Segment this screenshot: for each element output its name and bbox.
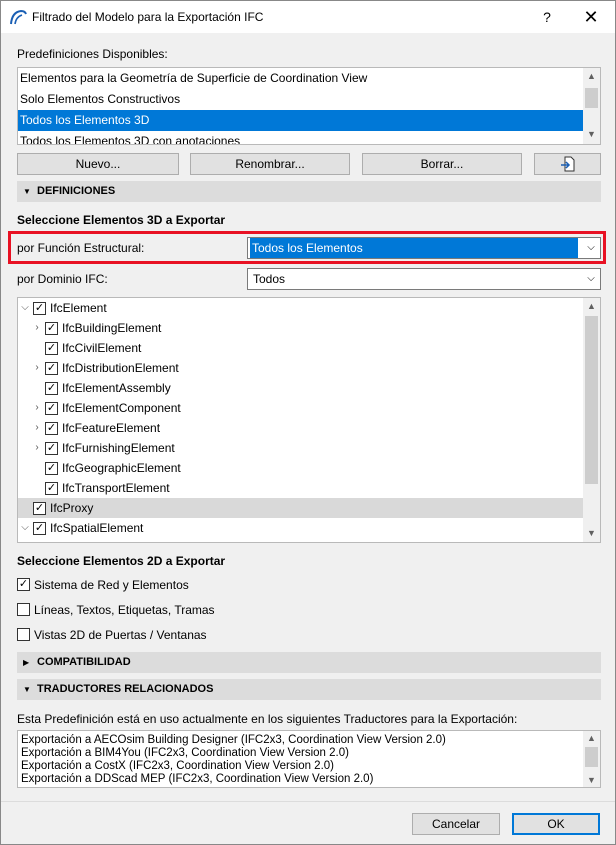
tree-row-label: IfcGeographicElement <box>62 461 181 475</box>
option-2d-label: Vistas 2D de Puertas / Ventanas <box>34 628 207 642</box>
tree-checkbox[interactable]: ✓ <box>34 522 45 534</box>
tree-row-label: IfcElement <box>50 301 107 315</box>
tree-row-label: IfcCivilElement <box>62 341 142 355</box>
option-2d-checkbox[interactable]: ✓ <box>18 578 29 590</box>
ifc-tree[interactable] <box>17 297 601 543</box>
translators-scrollbar[interactable] <box>583 731 600 787</box>
footer-separator <box>1 801 615 802</box>
chevron-down-icon[interactable]: ⌵ <box>21 302 29 313</box>
scroll-up-icon[interactable]: ▲ <box>587 733 596 743</box>
tree-row[interactable] <box>18 438 584 458</box>
tree-row[interactable] <box>18 498 584 518</box>
collapse-triangle-icon: ▼ <box>23 685 31 694</box>
structural-function-dropdown[interactable] <box>247 237 601 259</box>
tree-row[interactable] <box>18 338 584 358</box>
tree-row-label: IfcDistributionElement <box>62 361 179 375</box>
tree-checkbox[interactable]: ✓ <box>46 342 57 354</box>
ok-button[interactable]: OK <box>512 813 600 835</box>
expand-triangle-icon: ▶ <box>23 658 30 667</box>
translators-list[interactable] <box>17 730 601 788</box>
tree-checkbox[interactable]: ✓ <box>46 482 57 494</box>
structural-function-label: por Función Estructural: <box>17 241 145 255</box>
chevron-down-icon: ⌵ <box>587 242 595 253</box>
tree-row[interactable] <box>18 318 584 338</box>
import-button[interactable] <box>534 153 601 175</box>
preset-list-item[interactable]: Solo Elementos Constructivos <box>20 92 181 106</box>
cancel-button[interactable]: Cancelar <box>412 813 500 835</box>
tree-row-label: IfcElementComponent <box>62 401 181 415</box>
tree-checkbox[interactable]: ✓ <box>46 382 57 394</box>
tree-checkbox[interactable]: ✓ <box>46 462 57 474</box>
option-2d-label: Líneas, Textos, Etiquetas, Tramas <box>34 603 215 617</box>
tree-row-label: IfcFurnishingElement <box>62 441 175 455</box>
preset-list-item[interactable]: Todos los Elementos 3D <box>18 110 584 131</box>
chevron-down-icon: ⌵ <box>587 273 595 284</box>
option-2d-label: Sistema de Red y Elementos <box>34 578 189 592</box>
collapse-triangle-icon: ▼ <box>23 187 31 196</box>
tree-checkbox[interactable]: ✓ <box>34 502 45 514</box>
definitions-section-header[interactable] <box>17 181 601 202</box>
translator-item[interactable]: Exportación a BIM4You (IFC2x3, Coordination View Version 2.0) <box>21 747 349 759</box>
help-button[interactable]: ? <box>543 9 551 25</box>
tree-row-label: IfcProxy <box>50 501 94 515</box>
preset-list-item[interactable]: Elementos para la Geometría de Superficie de Coordination View <box>20 71 368 85</box>
translator-item[interactable]: Exportación a DDScad MEP (IFC2x3, Coordination View Version 2.0) <box>21 773 374 785</box>
title-bar <box>1 1 615 33</box>
preset-list[interactable] <box>17 67 601 145</box>
ifc-domain-value: Todos <box>253 272 286 286</box>
select-3d-heading: Seleccione Elementos 3D a Exportar <box>17 213 226 227</box>
import-file-icon <box>560 156 576 172</box>
definitions-section-title: DEFINICIONES <box>37 185 116 197</box>
select-2d-heading: Seleccione Elementos 2D a Exportar <box>17 554 226 568</box>
tree-checkbox[interactable]: ✓ <box>34 302 45 314</box>
scroll-up-icon[interactable]: ▲ <box>587 71 596 81</box>
scroll-down-icon[interactable]: ▼ <box>587 775 596 785</box>
delete-button[interactable]: Borrar... <box>362 153 522 175</box>
translators-section-title: TRADUCTORES RELACIONADOS <box>37 683 214 695</box>
tree-row-label: IfcElementAssembly <box>62 381 171 395</box>
chevron-right-icon[interactable]: › <box>35 442 39 453</box>
tree-row[interactable] <box>18 478 584 498</box>
tree-row[interactable] <box>18 358 584 378</box>
tree-checkbox[interactable]: ✓ <box>46 422 57 434</box>
tree-row-label: IfcFeatureElement <box>62 421 161 435</box>
chevron-down-icon[interactable]: ⌵ <box>21 522 29 533</box>
option-2d-checkbox[interactable] <box>17 603 30 616</box>
scroll-thumb[interactable] <box>585 88 598 108</box>
tree-row[interactable] <box>18 418 584 438</box>
translator-item[interactable]: Exportación a CostX (IFC2x3, Coordination View Version 2.0) <box>21 760 334 772</box>
new-button[interactable]: Nuevo... <box>17 153 179 175</box>
tree-row[interactable] <box>18 298 584 318</box>
preset-list-item[interactable]: Todos los Elementos 3D con anotaciones <box>20 134 241 145</box>
tree-checkbox[interactable]: ✓ <box>46 442 57 454</box>
translators-description: Esta Predefinición está en uso actualmente en los siguientes Traductores para la Exportación: <box>17 712 518 726</box>
tree-row[interactable] <box>18 378 584 398</box>
scroll-down-icon[interactable]: ▼ <box>587 129 596 139</box>
window-title: Filtrado del Modelo para la Exportación IFC <box>32 10 264 24</box>
structural-function-value: Todos los Elementos <box>250 238 578 258</box>
compatibility-section-header[interactable] <box>17 652 601 673</box>
tree-row-label: IfcTransportElement <box>62 481 170 495</box>
chevron-right-icon[interactable]: › <box>35 402 39 413</box>
preset-list-scrollbar[interactable] <box>583 68 600 144</box>
chevron-right-icon[interactable]: › <box>35 422 39 433</box>
option-2d-checkbox[interactable] <box>17 628 30 641</box>
tree-row[interactable] <box>18 518 584 538</box>
compatibility-section-title: COMPATIBILIDAD <box>37 656 131 668</box>
tree-row-label: IfcBuildingElement <box>62 321 162 335</box>
close-button[interactable]: ✕ <box>583 7 599 27</box>
chevron-right-icon[interactable]: › <box>35 322 39 333</box>
translators-section-header[interactable] <box>17 679 601 700</box>
tree-checkbox[interactable]: ✓ <box>46 362 57 374</box>
tree-row-label: IfcSpatialElement <box>50 521 144 535</box>
translator-item[interactable]: Exportación a AECOsim Building Designer (IFC2x3, Coordination View Version 2.0) <box>21 734 446 746</box>
presets-label: Predefiniciones Disponibles: <box>17 47 168 61</box>
tree-row[interactable] <box>18 398 584 418</box>
ifc-domain-label: por Dominio IFC: <box>17 272 108 286</box>
ifc-domain-dropdown[interactable] <box>247 268 601 290</box>
scroll-up-icon[interactable]: ▲ <box>587 301 596 311</box>
tree-scrollbar[interactable] <box>583 298 600 542</box>
rename-button[interactable]: Renombrar... <box>190 153 350 175</box>
scroll-thumb[interactable] <box>585 747 598 767</box>
tree-checkbox[interactable]: ✓ <box>46 402 57 414</box>
archicad-logo-icon <box>9 9 27 25</box>
scroll-thumb[interactable] <box>585 316 598 484</box>
tree-checkbox[interactable]: ✓ <box>46 322 57 334</box>
tree-row[interactable] <box>18 458 584 478</box>
scroll-down-icon[interactable]: ▼ <box>587 528 596 538</box>
chevron-right-icon[interactable]: › <box>35 362 39 373</box>
